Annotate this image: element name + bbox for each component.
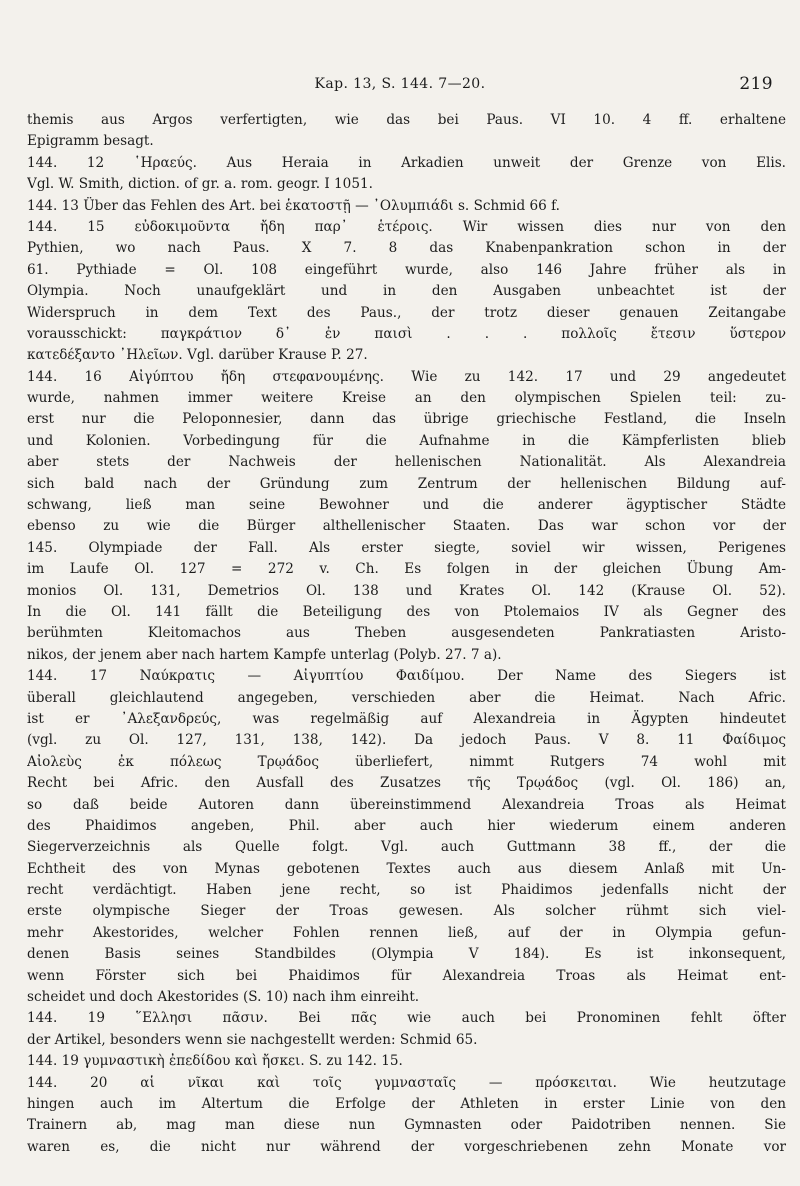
text-line: im Laufe Ol. 127 = 272 v. Ch. Es folgen in der gleichen Übung Am-	[27, 561, 786, 578]
text-line: 144. 19 γυμναστικὴ ἐπεδίδου καὶ ἤσκει. S. zu 142. 15.	[27, 1053, 403, 1070]
text-line: recht verdächtigt. Haben jene recht, so ist Phaidimos jedenfalls nicht der	[27, 882, 786, 899]
text-line: Siegerverzeichnis als Quelle folgt. Vgl. auch Guttmann 38 ff., der die	[27, 839, 786, 856]
text-line: 144. 13 Über das Fehlen des Art. bei ἑκατοστῇ — ᾿Ολυμπιάδι s. Schmid 66 f.	[27, 197, 561, 214]
text-line: schwang, ließ man seine Bewohner und die anderer ägyptischer Städte	[27, 497, 786, 514]
text-line: wurde, nahmen immer weitere Kreise an den olympischen Spielen teil: zu-	[27, 390, 786, 407]
page-number: 219	[739, 74, 773, 94]
text-line: sich bald nach der Gründung zum Zentrum der hellenischen Bildung auf-	[27, 475, 786, 492]
commentary-text	[27, 110, 786, 1158]
text-line: Olympia. Noch unaufgeklärt und in den Ausgaben unbeachtet ist der	[27, 283, 786, 300]
text-line: nikos, der jenem aber nach hartem Kampfe unterlag (Polyb. 27. 7 a).	[27, 646, 502, 663]
text-line: 145. Olympiade der Fall. Als erster siegte, soviel wir wissen, Perigenes	[27, 539, 786, 556]
text-line: waren es, die nicht nur während der vorgeschriebenen zehn Monate vor	[27, 1138, 786, 1155]
running-title: Kap. 13, S. 144. 7—20.	[314, 76, 486, 92]
text-line: berühmten Kleitomachos aus Theben ausgesendeten Pankratiasten Aristo-	[27, 625, 786, 642]
text-line: Trainern ab, mag man diese nun Gymnasten oder Paidotriben nennen. Sie	[27, 1117, 786, 1134]
text-line: der Artikel, besonders wenn sie nachgestellt werden: Schmid 65.	[27, 1031, 478, 1048]
text-line: ist er ᾿Αλεξανδρεύς, was regelmäßig auf Alexandreia in Ägypten hindeutet	[27, 710, 786, 727]
text-line: Widerspruch in dem Text des Paus., der trotz dieser genauen Zeitangabe	[27, 304, 786, 321]
text-line: Echtheit des von Mynas gebotenen Textes auch aus diesem Anlaß mit Un-	[27, 860, 786, 877]
text-line: so daß beide Autoren dann übereinstimmend Alexandreia Troas als Heimat	[27, 796, 786, 813]
text-line: und Kolonien. Vorbedingung für die Aufnahme in die Kämpferlisten blieb	[27, 432, 786, 449]
text-line: hingen auch im Altertum die Erfolge der Athleten in erster Linie von den	[27, 1095, 786, 1112]
text-line: aber stets der Nachweis der hellenischen Nationalität. Als Alexandreia	[27, 454, 786, 471]
text-line: mehr Akestorides, welcher Fohlen rennen ließ, auf der in Olympia gefun-	[27, 924, 786, 941]
running-head	[0, 74, 800, 98]
text-line: Recht bei Afric. den Ausfall des Zusatzes τῆς Τρῳάδος (vgl. Ol. 186) an,	[27, 775, 786, 792]
text-line: vorausschickt: παγκράτιον δ᾿ ἐν παισὶ . . . πολλοῖς ἔτεσιν ὕστερον	[27, 325, 786, 342]
text-line: Pythien, wo nach Paus. X 7. 8 das Knabenpankration schon in der	[27, 240, 786, 257]
text-line: 144. 19 ῞Ελλησι πᾶσιν. Bei πᾶς wie auch bei Pronominen fehlt öfter	[27, 1010, 786, 1027]
text-line: In die Ol. 141 fällt die Beteiligung des von Ptolemaios IV als Gegner des	[27, 603, 786, 620]
text-line: Αἰολεὺς ἐκ πόλεως Τρῳάδος überliefert, nimmt Rutgers 74 wohl mit	[27, 753, 786, 770]
text-line: 144. 15 εὐδοκιμοῦντα ἤδη παρ᾿ ἑτέροις. Wir wissen dies nur von den	[27, 218, 786, 235]
text-line: monios Ol. 131, Demetrios Ol. 138 und Krates Ol. 142 (Krause Ol. 52).	[27, 582, 786, 599]
text-line: überall gleichlautend angegeben, verschieden aber die Heimat. Nach Afric.	[27, 689, 786, 706]
text-line: themis aus Argos verfertigten, wie das bei Paus. VI 10. 4 ff. erhaltene	[27, 112, 786, 128]
text-line: 144. 12 ῾Ηραεύς. Aus Heraia in Arkadien unweit der Grenze von Elis.	[27, 154, 786, 171]
text-line: erste olympische Sieger der Troas gewesen. Als solcher rühmt sich viel-	[27, 903, 786, 920]
text-line: 61. Pythiade = Ol. 108 eingeführt wurde, also 146 Jahre früher als in	[27, 261, 786, 278]
text-line: Vgl. W. Smith, diction. of gr. a. rom. geogr. I 1051.	[27, 176, 373, 193]
text-line: Epigramm besagt.	[27, 133, 154, 150]
text-line: wenn Förster sich bei Phaidimos für Alexandreia Troas als Heimat ent-	[27, 967, 786, 984]
text-line: denen Basis seines Standbildes (Olympia V 184). Es ist inkonsequent,	[27, 946, 786, 963]
text-line: des Phaidimos angeben, Phil. aber auch hier wiederum einem anderen	[27, 817, 786, 834]
text-line: ebenso zu wie die Bürger althellenischer Staaten. Das war schon vor der	[27, 518, 786, 535]
text-line: scheidet und doch Akestorides (S. 10) nach ihm einreiht.	[27, 989, 420, 1006]
text-line: 144. 20 αἱ νῖκαι καὶ τοῖς γυμνασταῖς — πρόσκειται. Wie heutzutage	[27, 1074, 786, 1091]
text-line: (vgl. zu Ol. 127, 131, 138, 142). Da jedoch Paus. V 8. 11 Φαίδιμος	[27, 732, 786, 749]
text-line: κατεδέξαντο ᾿Ηλεῖων. Vgl. darüber Krause P. 27.	[27, 347, 368, 364]
text-line: 144. 16 Αἰγύπτου ἤδη στεφανουμένης. Wie zu 142. 17 und 29 angedeutet	[27, 368, 786, 385]
text-line: erst nur die Peloponnesier, dann das übrige griechische Festland, die Inseln	[27, 411, 786, 428]
text-line: 144. 17 Ναύκρατις — Αἰγυπτίου Φαιδίμου. Der Name des Siegers ist	[27, 668, 786, 685]
